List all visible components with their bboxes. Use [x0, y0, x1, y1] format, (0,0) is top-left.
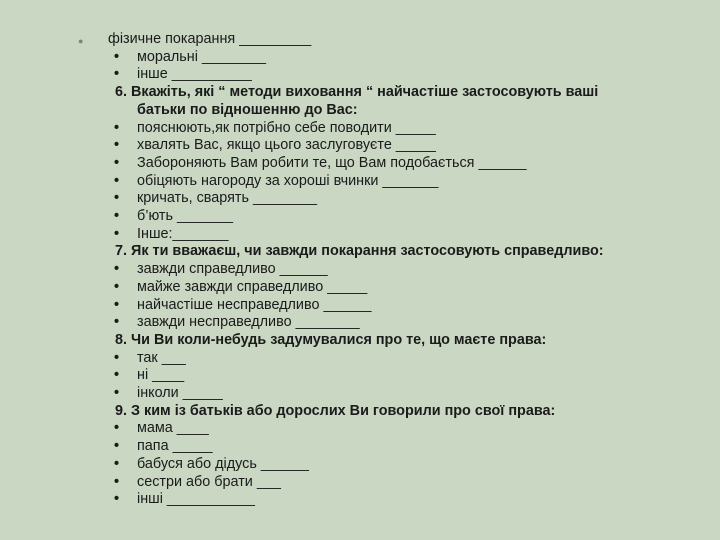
bullet-item: [108, 297, 708, 315]
bullet-item: [108, 226, 708, 244]
bullet-icon: •: [114, 349, 120, 366]
bullet-text: пояснюють,як потрібно себе поводити _____: [137, 119, 436, 136]
questionnaire-text: [108, 31, 708, 509]
bullet-icon: •: [114, 278, 120, 295]
bullet-item: [108, 173, 708, 191]
bullet-text: завжди справедливо ______: [137, 261, 328, 278]
bullet-icon: •: [114, 154, 120, 171]
bullet-icon: •: [114, 172, 120, 189]
bullet-icon: •: [114, 367, 120, 384]
bullet-text: бабуся або дідусь ______: [137, 455, 309, 472]
bullet-icon: •: [114, 261, 120, 278]
question-heading: 6. Вкажіть, які “ методи виховання “ найчастіше застосовують ваші: [115, 84, 599, 101]
bullet-icon: •: [114, 208, 120, 225]
bullet-icon: •: [114, 225, 120, 242]
bullet-text: моральні ________: [137, 48, 266, 65]
bullet-item: [108, 279, 708, 297]
bullet-item: [108, 491, 708, 509]
bullet-item: [108, 66, 708, 84]
bullet-text: інколи _____: [137, 385, 223, 402]
outer-bullet-icon: ●: [78, 36, 84, 46]
question-heading: 9. З ким із батьків або дорослих Ви говорили про свої права:: [115, 402, 556, 419]
question-heading: 7. Як ти вважаєш, чи завжди покарання застосовують справедливо:: [115, 243, 604, 260]
bullet-icon: •: [114, 48, 120, 65]
intro-line: фізичне покарання _________: [108, 31, 312, 47]
bullet-icon: •: [114, 137, 120, 154]
bullet-text: кричать, сварять ________: [137, 190, 318, 207]
bullet-item: [108, 385, 708, 403]
bullet-text: ні ____: [137, 367, 185, 384]
bullet-item: [108, 261, 708, 279]
bullet-item: [108, 350, 708, 368]
bullet-item: [108, 438, 708, 456]
bullet-item: [108, 367, 708, 385]
bullet-icon: •: [114, 119, 120, 136]
bullet-text: сестри або брати ___: [137, 473, 281, 490]
bullet-item: [108, 137, 708, 155]
bullet-item: [108, 155, 708, 173]
bullet-text: б’ють _______: [137, 208, 234, 225]
bullet-icon: •: [114, 438, 120, 455]
bullet-icon: •: [114, 296, 120, 313]
bullet-item: [108, 190, 708, 208]
bullet-item: [108, 420, 708, 438]
bullet-icon: •: [114, 66, 120, 83]
bullet-text: хвалять Вас, якщо цього заслуговуєте _____: [137, 137, 436, 154]
bullet-text: папа _____: [137, 438, 213, 455]
bullet-item: [108, 474, 708, 492]
bullet-text: найчастіше несправедливо ______: [137, 296, 372, 313]
bullet-text: так ___: [137, 349, 186, 366]
bullet-text: Інше:_______: [137, 225, 229, 242]
bullet-icon: •: [114, 385, 120, 402]
bullet-icon: •: [114, 491, 120, 508]
bullet-item: [108, 49, 708, 67]
bullet-text: інші ___________: [137, 491, 255, 508]
bullet-text: майже завжди справедливо _____: [137, 278, 368, 295]
bullet-item: [108, 120, 708, 138]
bullet-icon: •: [114, 314, 120, 331]
bullet-icon: •: [114, 473, 120, 490]
bullet-text: мама ____: [137, 420, 209, 437]
bullet-icon: •: [114, 420, 120, 437]
bullet-item: [108, 208, 708, 226]
bullet-text: інше __________: [137, 66, 252, 83]
question-continuation: батьки по відношенню до Вас:: [137, 101, 358, 118]
bullet-icon: •: [114, 190, 120, 207]
bullet-item: [108, 456, 708, 474]
bullet-icon: •: [114, 455, 120, 472]
question-heading: 8. Чи Ви коли-небудь задумувалися про те, що маєте права:: [115, 331, 547, 348]
bullet-text: Забороняють Вам робити те, що Вам подобається ______: [137, 154, 527, 171]
questionnaire-items: [108, 49, 708, 509]
bullet-text: обіцяють нагороду за хороші вчинки _______: [137, 172, 439, 189]
bullet-item: [108, 314, 708, 332]
bullet-text: завжди несправедливо ________: [137, 314, 360, 331]
